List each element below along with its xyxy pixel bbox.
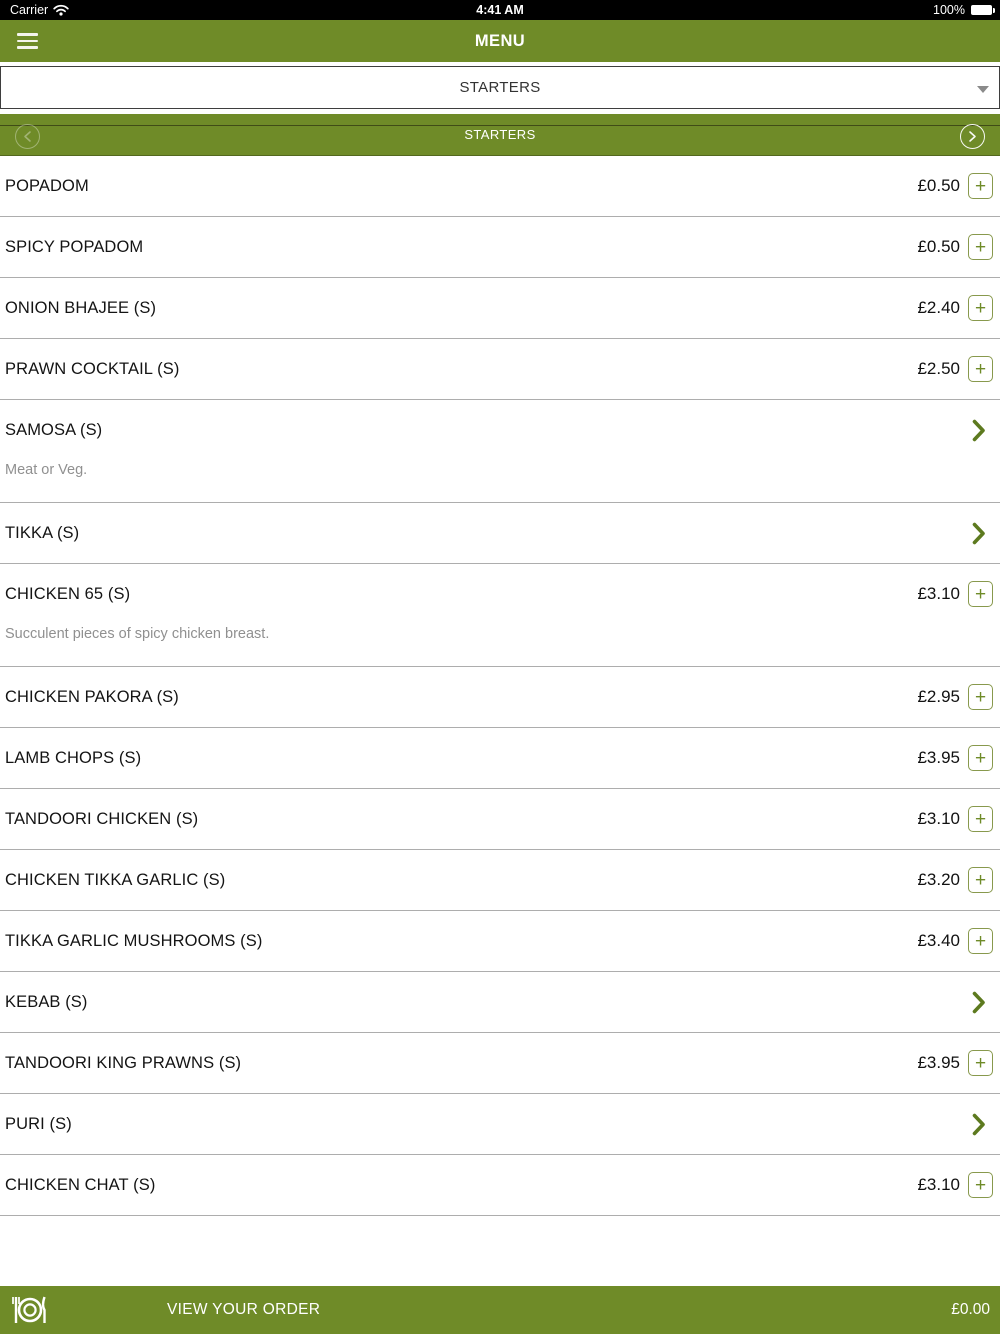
add-to-order-button[interactable]: + xyxy=(968,1172,993,1198)
menu-item-description: Meat or Veg. xyxy=(5,462,88,478)
menu-item-row xyxy=(0,911,1000,972)
add-to-order-button[interactable]: + xyxy=(968,173,993,199)
menu-item-name: CHICKEN CHAT (S) xyxy=(5,1175,156,1194)
chevron-right-icon xyxy=(972,1113,986,1136)
menu-item-price: £3.95 xyxy=(917,748,960,767)
menu-item-price: £0.50 xyxy=(917,176,960,195)
category-select[interactable] xyxy=(0,66,1000,109)
menu-item-row xyxy=(0,728,1000,789)
menu-item-name: TIKKA GARLIC MUSHROOMS (S) xyxy=(5,931,263,950)
menu-item-name: LAMB CHOPS (S) xyxy=(5,748,142,767)
app-header xyxy=(0,20,1000,62)
menu-item-row[interactable] xyxy=(0,503,1000,564)
menu-item-name: TIKKA (S) xyxy=(5,523,80,542)
menu-item-row xyxy=(0,564,1000,667)
order-total: £0.00 xyxy=(951,1301,990,1318)
menu-item-list xyxy=(0,156,1000,1286)
add-to-order-button[interactable]: + xyxy=(968,234,993,260)
menu-item-price: £3.20 xyxy=(917,870,960,889)
menu-item-name: TANDOORI CHICKEN (S) xyxy=(5,809,199,828)
menu-item-name: SAMOSA (S) xyxy=(5,420,103,439)
menu-item-name: KEBAB (S) xyxy=(5,992,88,1011)
category-nav-bar xyxy=(0,114,1000,156)
menu-item-row xyxy=(0,217,1000,278)
menu-item-price: £2.40 xyxy=(917,298,960,317)
menu-item-row xyxy=(0,850,1000,911)
battery-percent: 100% xyxy=(933,3,965,17)
menu-item-row xyxy=(0,156,1000,217)
carrier-label: Carrier xyxy=(10,3,49,17)
menu-item-name: CHICKEN 65 (S) xyxy=(5,584,131,603)
battery-icon xyxy=(971,5,992,15)
menu-item-name: POPADOM xyxy=(5,176,89,195)
menu-item-row xyxy=(0,339,1000,400)
next-category-button[interactable] xyxy=(960,124,985,149)
add-to-order-button[interactable]: + xyxy=(968,1050,993,1076)
menu-item-name: CHICKEN PAKORA (S) xyxy=(5,687,179,706)
menu-item-name: PURI (S) xyxy=(5,1114,72,1133)
menu-item-price: £3.10 xyxy=(917,809,960,828)
menu-item-row xyxy=(0,278,1000,339)
menu-item-description: Succulent pieces of spicy chicken breast. xyxy=(5,626,270,642)
menu-item-row[interactable] xyxy=(0,400,1000,503)
menu-item-price: £3.10 xyxy=(917,1175,960,1194)
menu-item-price: £3.10 xyxy=(917,584,960,603)
page-title: MENU xyxy=(474,31,526,50)
menu-item-name: CHICKEN TIKKA GARLIC (S) xyxy=(5,870,226,889)
previous-category-button[interactable] xyxy=(15,124,40,149)
menu-item-row xyxy=(0,667,1000,728)
add-to-order-button[interactable]: + xyxy=(968,356,993,382)
add-to-order-button[interactable]: + xyxy=(968,806,993,832)
add-to-order-button[interactable]: + xyxy=(968,745,993,771)
menu-item-name: PRAWN COCKTAIL (S) xyxy=(5,359,180,378)
add-to-order-button[interactable]: + xyxy=(968,581,993,607)
menu-item-price: £3.40 xyxy=(917,931,960,950)
menu-item-row[interactable] xyxy=(0,1094,1000,1155)
chevron-right-icon xyxy=(972,522,986,545)
restaurant-plate-icon xyxy=(9,1291,49,1329)
add-to-order-button[interactable]: + xyxy=(968,295,993,321)
chevron-right-icon xyxy=(972,419,986,442)
add-to-order-button[interactable]: + xyxy=(968,684,993,710)
menu-item-name: ONION BHAJEE (S) xyxy=(5,298,157,317)
menu-item-row xyxy=(0,1033,1000,1094)
menu-item-name: SPICY POPADOM xyxy=(5,237,144,256)
menu-item-row xyxy=(0,789,1000,850)
category-select-value: STARTERS xyxy=(459,79,541,96)
add-to-order-button[interactable]: + xyxy=(968,928,993,954)
menu-item-price: £0.50 xyxy=(917,237,960,256)
dropdown-arrow-icon xyxy=(977,86,989,93)
menu-item-price: £3.95 xyxy=(917,1053,960,1072)
view-order-label: VIEW YOUR ORDER xyxy=(167,1301,321,1318)
clock: 4:41 AM xyxy=(476,3,524,17)
menu-item-name: TANDOORI KING PRAWNS (S) xyxy=(5,1053,242,1072)
status-bar xyxy=(0,0,1000,20)
menu-item-price: £2.50 xyxy=(917,359,960,378)
menu-item-price: £2.95 xyxy=(917,687,960,706)
chevron-right-icon xyxy=(972,991,986,1014)
category-nav-label: STARTERS xyxy=(464,127,536,142)
view-order-button[interactable] xyxy=(0,1286,1000,1334)
menu-item-row[interactable] xyxy=(0,972,1000,1033)
add-to-order-button[interactable]: + xyxy=(968,867,993,893)
menu-item-row xyxy=(0,1155,1000,1216)
